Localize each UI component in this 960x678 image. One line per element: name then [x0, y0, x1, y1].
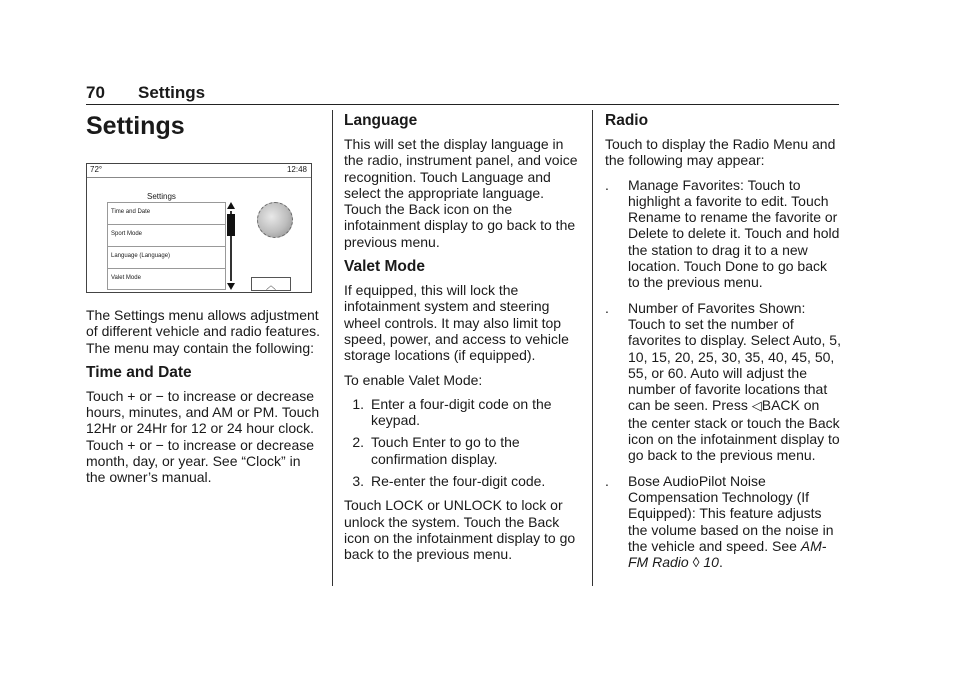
column-divider-2 [592, 110, 593, 586]
running-section-title: Settings [138, 83, 206, 102]
time-date-heading: Time and Date [86, 363, 192, 381]
language-text: This will set the display language in the radio, instrument panel, and voice recognition. Touch Language and select the appropriate language. Touch the Back icon on the infotainment display to go back to the previous menu. [344, 136, 578, 250]
step-number: 3. [352, 473, 364, 490]
language-heading: Language [344, 112, 418, 129]
screen-menu-item: Language (Language) [107, 246, 226, 268]
screen-clock: 12:48 [286, 165, 307, 174]
page-number: 70 [86, 83, 105, 102]
valet-lock-text: Touch LOCK or UNLOCK to lock or unlock the system. Touch the Back icon on the infotainment display to go back to the previous menu. [344, 497, 576, 563]
back-icon: ◁ [751, 398, 762, 414]
bullet-text [628, 473, 841, 571]
settings-intro-text: The Settings menu allows adjustment of different vehicle and radio features. The menu may contain the following: [86, 307, 321, 356]
list-item [605, 300, 841, 464]
running-header [86, 83, 839, 105]
step-text: Re-enter the four-digit code. [371, 473, 546, 490]
bullet-text-part: BACK on the center stack or touch the Back icon on the infotainment display to go back to the previous menu. [628, 397, 840, 464]
screen-header-line [87, 177, 311, 178]
scroll-down-arrow-icon [227, 283, 235, 290]
valet-enable-text: To enable Valet Mode: [344, 371, 483, 388]
chevron-up-icon: ︿ [251, 277, 291, 291]
column-1 [86, 110, 322, 494]
step-text: Touch Enter to go to the confirmation display. [371, 434, 520, 467]
screen-menu-item: Valet Mode [107, 268, 226, 290]
list-item [344, 396, 580, 429]
settings-screen-illustration [86, 163, 312, 293]
bullet-text: Manage Favorites: Touch to highlight a favorite to edit. Touch Rename to rename the favorite or Delete to delete it. Touch and hold the station to drag it to a new location. Touch Done to go back to the previous menu. [628, 176, 840, 291]
step-number: 2. [352, 434, 364, 451]
step-number: 1. [352, 395, 364, 412]
list-item [605, 473, 841, 571]
bullet-marker: . [605, 299, 609, 316]
valet-mode-text: If equipped, this will lock the infotainment system and steering wheel controls. It may also limit top speed, power, and access to vehicle storage locations (if equipped). [344, 282, 569, 364]
column-3 [605, 110, 841, 579]
bullet-text-part: Number of Favorites Shown: Touch to set the number of favorites to display. Select Auto, 5, 10, 15, 20, 25, 30, 35, 40, 45, 50, 55, or 60. Auto will adjust the number of favorite locations that can be seen. Press [628, 299, 841, 414]
bullet-text-part: Bose AudioPilot Noise Compensation Technology (If Equipped): This feature adjusts the volume based on the noise in the vehicle and speed. See [628, 472, 834, 554]
bullet-text [628, 300, 841, 464]
screen-scrollbar [227, 202, 235, 290]
screen-menu-item: Time and Date [107, 202, 226, 224]
valet-steps-list [344, 396, 580, 489]
page-ref-icon: ◊ [692, 554, 700, 571]
list-item [605, 177, 841, 291]
time-date-text: Touch + or − to increase or decrease hours, minutes, and AM or PM. Touch 12Hr or 24Hr for 12 or 24 hour clock. Touch + or − to increase or decrease month, day, or year. See “Clock” in the owner’s manual. [86, 387, 320, 486]
am-fm-radio-link[interactable]: AM-FM Radio [628, 537, 827, 571]
column-divider-1 [332, 110, 333, 586]
list-item [344, 434, 580, 467]
radio-intro-text: Touch to display the Radio Menu and the following may appear: [605, 136, 836, 169]
bullet-marker: . [605, 176, 609, 193]
screen-menu-list [107, 202, 226, 290]
list-item [344, 473, 580, 489]
screen-menu-title: Settings [147, 192, 176, 201]
screen-temperature: 72° [90, 165, 103, 174]
scroll-up-arrow-icon [227, 202, 235, 209]
radio-heading: Radio [605, 112, 649, 129]
bullet-text-end: . [718, 554, 723, 571]
valet-mode-heading: Valet Mode [344, 258, 425, 276]
bullet-marker: . [605, 472, 609, 489]
volume-knob-icon [257, 202, 293, 238]
radio-options-list [605, 177, 841, 571]
scroll-thumb [227, 214, 235, 236]
step-text: Enter a four-digit code on the keypad. [371, 395, 552, 429]
page-title: Settings [86, 112, 185, 140]
screen-menu-item: Sport Mode [107, 224, 226, 246]
page-ref-number: 10 [703, 554, 719, 571]
column-2 [344, 110, 580, 571]
